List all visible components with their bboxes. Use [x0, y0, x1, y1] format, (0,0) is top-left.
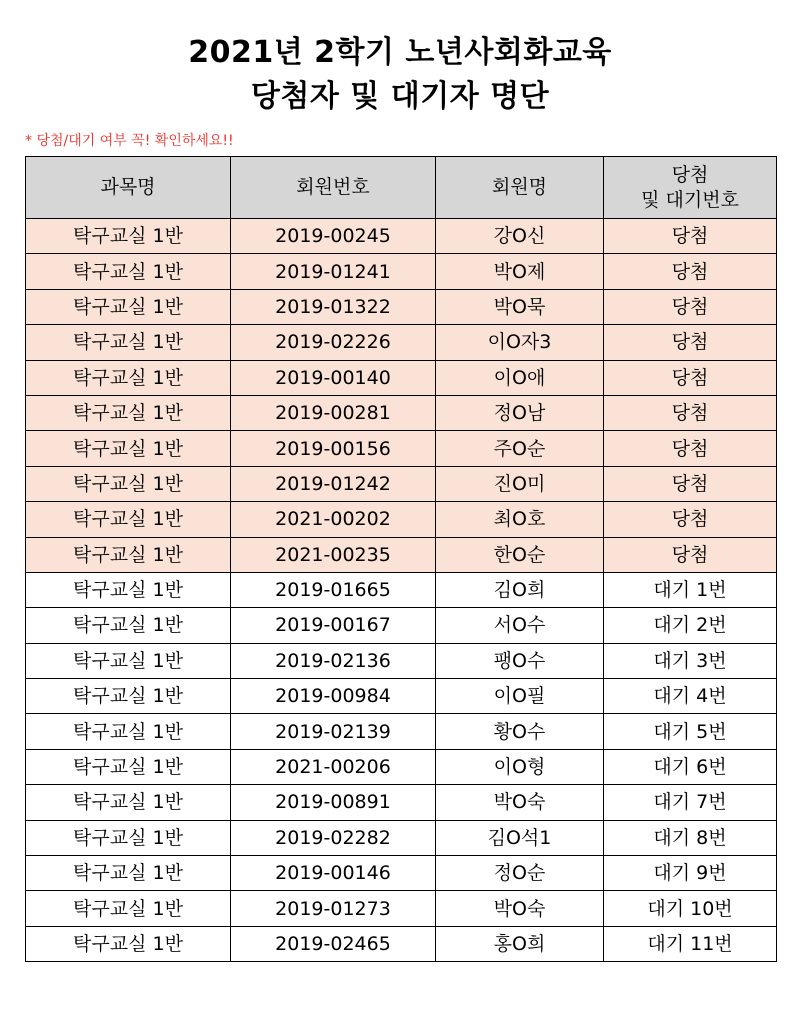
table-row [26, 325, 777, 360]
cell-member-no: 2019-00167 [231, 608, 436, 643]
cell-member-no: 2019-00984 [231, 679, 436, 714]
cell-course: 탁구교실 1반 [26, 431, 231, 466]
header-course: 과목명 [26, 157, 231, 219]
cell-member-no: 2019-00156 [231, 431, 436, 466]
table-row [26, 608, 777, 643]
cell-member-no: 2019-01322 [231, 289, 436, 324]
table-row [26, 219, 777, 254]
cell-member-name: 황O수 [436, 714, 604, 749]
cell-course: 탁구교실 1반 [26, 289, 231, 324]
cell-status: 대기 3번 [604, 643, 777, 678]
cell-status: 대기 10번 [604, 891, 777, 926]
cell-status: 대기 4번 [604, 679, 777, 714]
header-member-no: 회원번호 [231, 157, 436, 219]
cell-member-name: 박O숙 [436, 785, 604, 820]
cell-status: 대기 2번 [604, 608, 777, 643]
cell-member-name: 정O순 [436, 856, 604, 891]
table-row [26, 856, 777, 891]
cell-status: 대기 8번 [604, 820, 777, 855]
header-status-line1: 당첨 [671, 163, 709, 186]
cell-member-name: 팽O수 [436, 643, 604, 678]
cell-status: 당첨 [604, 289, 777, 324]
cell-status: 대기 6번 [604, 749, 777, 784]
cell-course: 탁구교실 1반 [26, 679, 231, 714]
cell-member-name: 최O호 [436, 502, 604, 537]
table-header-row [26, 157, 777, 219]
cell-course: 탁구교실 1반 [26, 643, 231, 678]
roster-table [25, 156, 777, 962]
cell-member-name: 주O순 [436, 431, 604, 466]
cell-member-no: 2019-01242 [231, 466, 436, 501]
cell-course: 탁구교실 1반 [26, 537, 231, 572]
cell-course: 탁구교실 1반 [26, 820, 231, 855]
table-row [26, 254, 777, 289]
cell-member-name: 박O제 [436, 254, 604, 289]
cell-status: 당첨 [604, 431, 777, 466]
page-title: 2021년 2학기 노년사회화교육 [188, 35, 612, 70]
cell-member-no: 2019-00891 [231, 785, 436, 820]
table-row [26, 502, 777, 537]
cell-member-no: 2019-02226 [231, 325, 436, 360]
cell-status: 대기 11번 [604, 926, 777, 961]
table-row [26, 537, 777, 572]
table-row [26, 466, 777, 501]
header-member-name: 회원명 [436, 157, 604, 219]
cell-course: 탁구교실 1반 [26, 254, 231, 289]
cell-status: 대기 7번 [604, 785, 777, 820]
cell-member-no: 2019-02465 [231, 926, 436, 961]
table-row [26, 643, 777, 678]
cell-member-name: 진O미 [436, 466, 604, 501]
cell-status: 당첨 [604, 466, 777, 501]
table-row [26, 289, 777, 324]
cell-member-no: 2019-01241 [231, 254, 436, 289]
cell-course: 탁구교실 1반 [26, 714, 231, 749]
cell-status: 당첨 [604, 395, 777, 430]
cell-course: 탁구교실 1반 [26, 360, 231, 395]
cell-course: 탁구교실 1반 [26, 608, 231, 643]
header-status [604, 157, 777, 219]
cell-status: 당첨 [604, 254, 777, 289]
cell-member-no: 2019-01273 [231, 891, 436, 926]
cell-member-name: 홍O희 [436, 926, 604, 961]
cell-member-no: 2019-02282 [231, 820, 436, 855]
cell-member-no: 2019-01665 [231, 572, 436, 607]
cell-course: 탁구교실 1반 [26, 785, 231, 820]
cell-status: 당첨 [604, 537, 777, 572]
table-row [26, 820, 777, 855]
cell-course: 탁구교실 1반 [26, 466, 231, 501]
cell-member-no: 2019-02139 [231, 714, 436, 749]
cell-status: 당첨 [604, 219, 777, 254]
cell-member-no: 2019-00146 [231, 856, 436, 891]
table-row [26, 891, 777, 926]
cell-member-no: 2021-00235 [231, 537, 436, 572]
cell-member-name: 한O순 [436, 537, 604, 572]
cell-member-no: 2021-00206 [231, 749, 436, 784]
cell-member-name: 정O남 [436, 395, 604, 430]
table-row [26, 785, 777, 820]
cell-course: 탁구교실 1반 [26, 856, 231, 891]
cell-member-no: 2019-02136 [231, 643, 436, 678]
cell-status: 대기 9번 [604, 856, 777, 891]
cell-member-name: 이O자3 [436, 325, 604, 360]
cell-course: 탁구교실 1반 [26, 572, 231, 607]
cell-course: 탁구교실 1반 [26, 219, 231, 254]
table-row [26, 749, 777, 784]
cell-member-name: 이O필 [436, 679, 604, 714]
cell-member-name: 박O묵 [436, 289, 604, 324]
cell-course: 탁구교실 1반 [26, 395, 231, 430]
cell-status: 대기 1번 [604, 572, 777, 607]
cell-member-name: 이O형 [436, 749, 604, 784]
header-status-line2: 및 대기번호 [641, 188, 739, 211]
cell-member-no: 2019-00281 [231, 395, 436, 430]
cell-member-name: 서O수 [436, 608, 604, 643]
table-row [26, 679, 777, 714]
table-row [26, 572, 777, 607]
cell-member-name: 강O신 [436, 219, 604, 254]
cell-status: 당첨 [604, 360, 777, 395]
cell-course: 탁구교실 1반 [26, 891, 231, 926]
table-row [26, 431, 777, 466]
notice-text: * 당첨/대기 여부 꼭! 확인하세요!! [25, 133, 234, 149]
table-row [26, 926, 777, 961]
cell-member-no: 2019-00245 [231, 219, 436, 254]
cell-status: 당첨 [604, 502, 777, 537]
cell-member-no: 2021-00202 [231, 502, 436, 537]
table-row [26, 714, 777, 749]
table-body [26, 219, 777, 962]
cell-member-name: 김O석1 [436, 820, 604, 855]
cell-member-name: 이O애 [436, 360, 604, 395]
cell-course: 탁구교실 1반 [26, 502, 231, 537]
table-row [26, 395, 777, 430]
cell-course: 탁구교실 1반 [26, 926, 231, 961]
table-row [26, 360, 777, 395]
cell-member-name: 박O숙 [436, 891, 604, 926]
cell-course: 탁구교실 1반 [26, 325, 231, 360]
cell-member-no: 2019-00140 [231, 360, 436, 395]
cell-status: 대기 5번 [604, 714, 777, 749]
cell-course: 탁구교실 1반 [26, 749, 231, 784]
page-subtitle: 당첨자 및 대기자 명단 [250, 79, 550, 114]
cell-status: 당첨 [604, 325, 777, 360]
cell-member-name: 김O희 [436, 572, 604, 607]
